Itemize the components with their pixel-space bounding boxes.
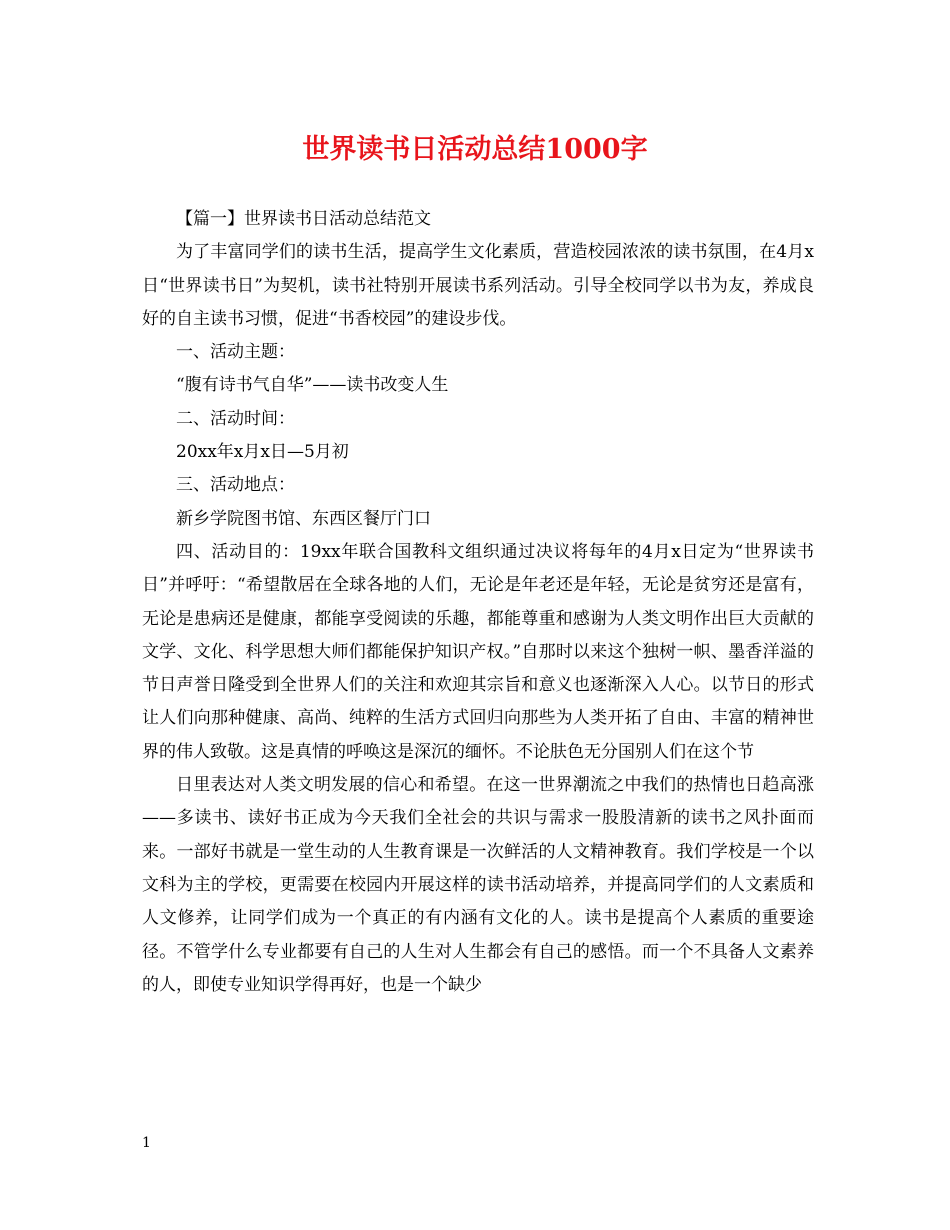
time-heading: 二、活动时间：	[176, 408, 295, 429]
theme-text: “腹有诗书气自华”——读书改变人生	[176, 375, 449, 396]
location-text: 新乡学院图书馆、东西区餐厅门口	[176, 508, 431, 529]
purpose-paragraph: 四、活动目的：19xx年联合国教科文组织通过决议将每年的4月x日定为“世界读书日”并呼吁：“希望散居在全球各地的人们，无论是年老还是年轻，无论是贫穷还是富有，无论是患病还是健康，都能享受阅读的乐趣，都能尊重和感谢为人类文明作出巨大贡献的文学、文化、科学思想大师们都能保护知识产权。”自那时以来这个独树一帜、墨香洋溢的节日声誉日隆受到全世界人们的关注和欢迎其宗旨和意义也逐渐深入人心。以节日的形式让人们向那种健康、高尚、纯粹的生活方式回归向那些为人类开拓了自由、丰富的精神世界的伟人致敬。这是真情的呼唤这是深沉的缅怀。不论肤色无分国别人们在这个节	[142, 541, 814, 762]
continuation-paragraph: 日里表达对人类文明发展的信心和希望。在这一世界潮流之中我们的热情也日趋高涨——多读书、读好书正成为今天我们全社会的共识与需求一股股清新的读书之风扑面而来。一部好书就是一堂生动的人生教育课是一次鲜活的人文精神教育。我们学校是一个以文科为主的学校，更需要在校园内开展这样的读书活动培养，并提高同学们的人文素质和人文修养，让同学们成为一个真正的有内涵有文化的人。读书是提高个人素质的重要途径。不管学什么专业都要有自己的人生对人生都会有自己的感悟。而一个不具备人文素养的人，即使专业知识学得再好，也是一个缺少	[142, 775, 814, 995]
document-body	[142, 203, 814, 1002]
section-heading: 【篇一】世界读书日活动总结范文	[176, 209, 431, 229]
time-text: 20xx年x月x日—5月初	[176, 442, 349, 463]
intro-paragraph: 为了丰富同学们的读书生活，提高学生文化素质，营造校园浓浓的读书氛围，在4月x日“世界读书日”为契机，读书社特别开展读书系列活动。引导全校同学以书为友，养成良好的自主读书习惯，促进“书香校园”的建设步伐。	[142, 242, 814, 329]
page-number: 1	[142, 1135, 151, 1151]
document-title: 世界读书日活动总结1000字	[302, 134, 648, 165]
location-heading: 三、活动地点：	[176, 475, 295, 496]
theme-heading: 一、活动主题：	[176, 342, 295, 363]
